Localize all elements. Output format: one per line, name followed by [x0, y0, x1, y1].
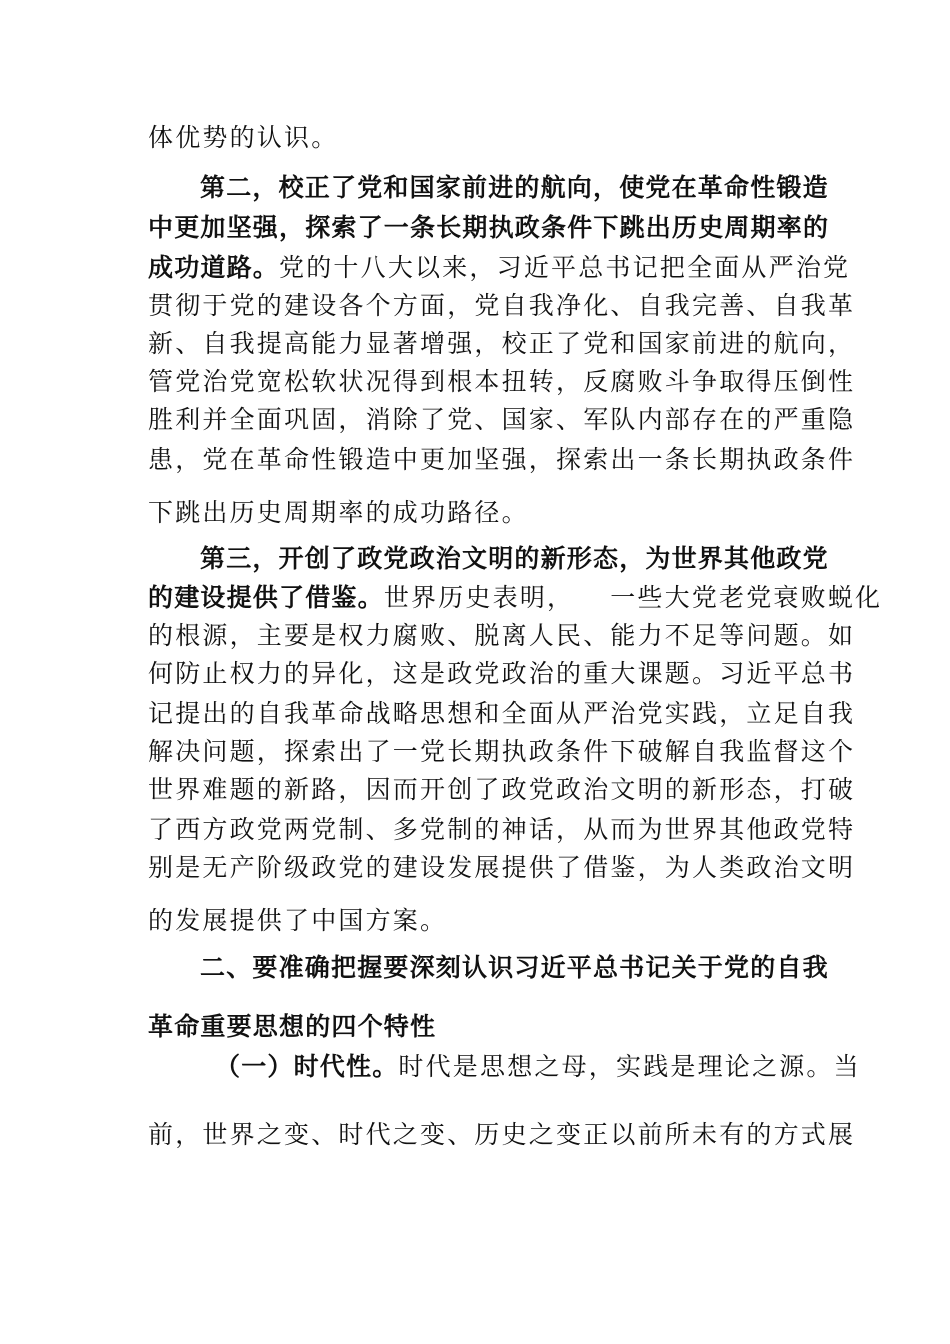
paragraph-line: 了西方政党两党制、多党制的神话，从而为世界其他政党特	[148, 815, 856, 844]
paragraph-line: 世界难题的新路，因而开创了政党政治文明的新形态，打破	[148, 775, 856, 804]
paragraph-line: 患，党在革命性锻造中更加坚强，探索出一条长期执政条件	[148, 445, 856, 474]
paragraph-line: 别是无产阶级政党的建设发展提供了借鉴，为人类政治文明	[148, 853, 856, 882]
paragraph-line: 的发展提供了中国方案。	[148, 906, 448, 935]
paragraph-line: 管党治党宽松软状况得到根本扭转，反腐败斗争取得压倒性	[148, 367, 856, 396]
paragraph-line: 解决问题，探索出了一党长期执政条件下破解自我监督这个	[148, 737, 856, 766]
paragraph-text: 时代是思想之母，实践是理论之源。当	[398, 1052, 861, 1081]
paragraph-line: 下跳出历史周期率的成功路径。	[148, 498, 529, 527]
section-heading-line: 第三，开创了政党政治文明的新形态，为世界其他政党	[200, 544, 829, 573]
subsection-label: （一）时代性。	[215, 1052, 399, 1081]
paragraph-line: 贯彻于党的建设各个方面，党自我净化、自我完善、自我革	[148, 291, 856, 320]
paragraph-line	[148, 253, 851, 283]
paragraph-line: 何防止权力的异化，这是政党政治的重大课题。习近平总书	[148, 659, 856, 688]
bold-lead: 成功道路。	[148, 253, 280, 282]
paragraph-line: 的根源，主要是权力腐败、脱离人民、能力不足等问题。如	[148, 621, 856, 650]
chapter-heading-line: 革命重要思想的四个特性	[148, 1012, 437, 1041]
section-heading-line: 中更加坚强，探索了一条长期执政条件下跳出历史周期率的	[148, 213, 830, 242]
paragraph-text: 党的十八大以来，习近平总书记把全面从严治党	[279, 253, 851, 282]
chapter-heading-line: 二、要准确把握要深刻认识习近平总书记关于党的自我	[200, 953, 829, 982]
paragraph-text: 世界历史表明，	[383, 583, 575, 612]
paragraph-line: 体优势的认识。	[148, 123, 339, 152]
paragraph-line: 胜利并全面巩固，消除了党、国家、军队内部存在的严重隐	[148, 405, 856, 434]
paragraph-line: 新、自我提高能力显著增强，校正了党和国家前进的航向，	[148, 329, 856, 358]
bold-lead: 的建设提供了借鉴。	[148, 583, 384, 612]
paragraph-line: 前，世界之变、时代之变、历史之变正以前所未有的方式展	[148, 1120, 856, 1149]
paragraph-line	[215, 1052, 885, 1082]
paragraph-text: 一些大党老党衰败蜕化	[610, 583, 883, 612]
section-heading-line: 第二，校正了党和国家前进的航向，使党在革命性锻造	[200, 173, 829, 202]
paragraph-line	[148, 583, 883, 613]
paragraph-line: 记提出的自我革命战略思想和全面从严治党实践，立足自我	[148, 699, 856, 728]
